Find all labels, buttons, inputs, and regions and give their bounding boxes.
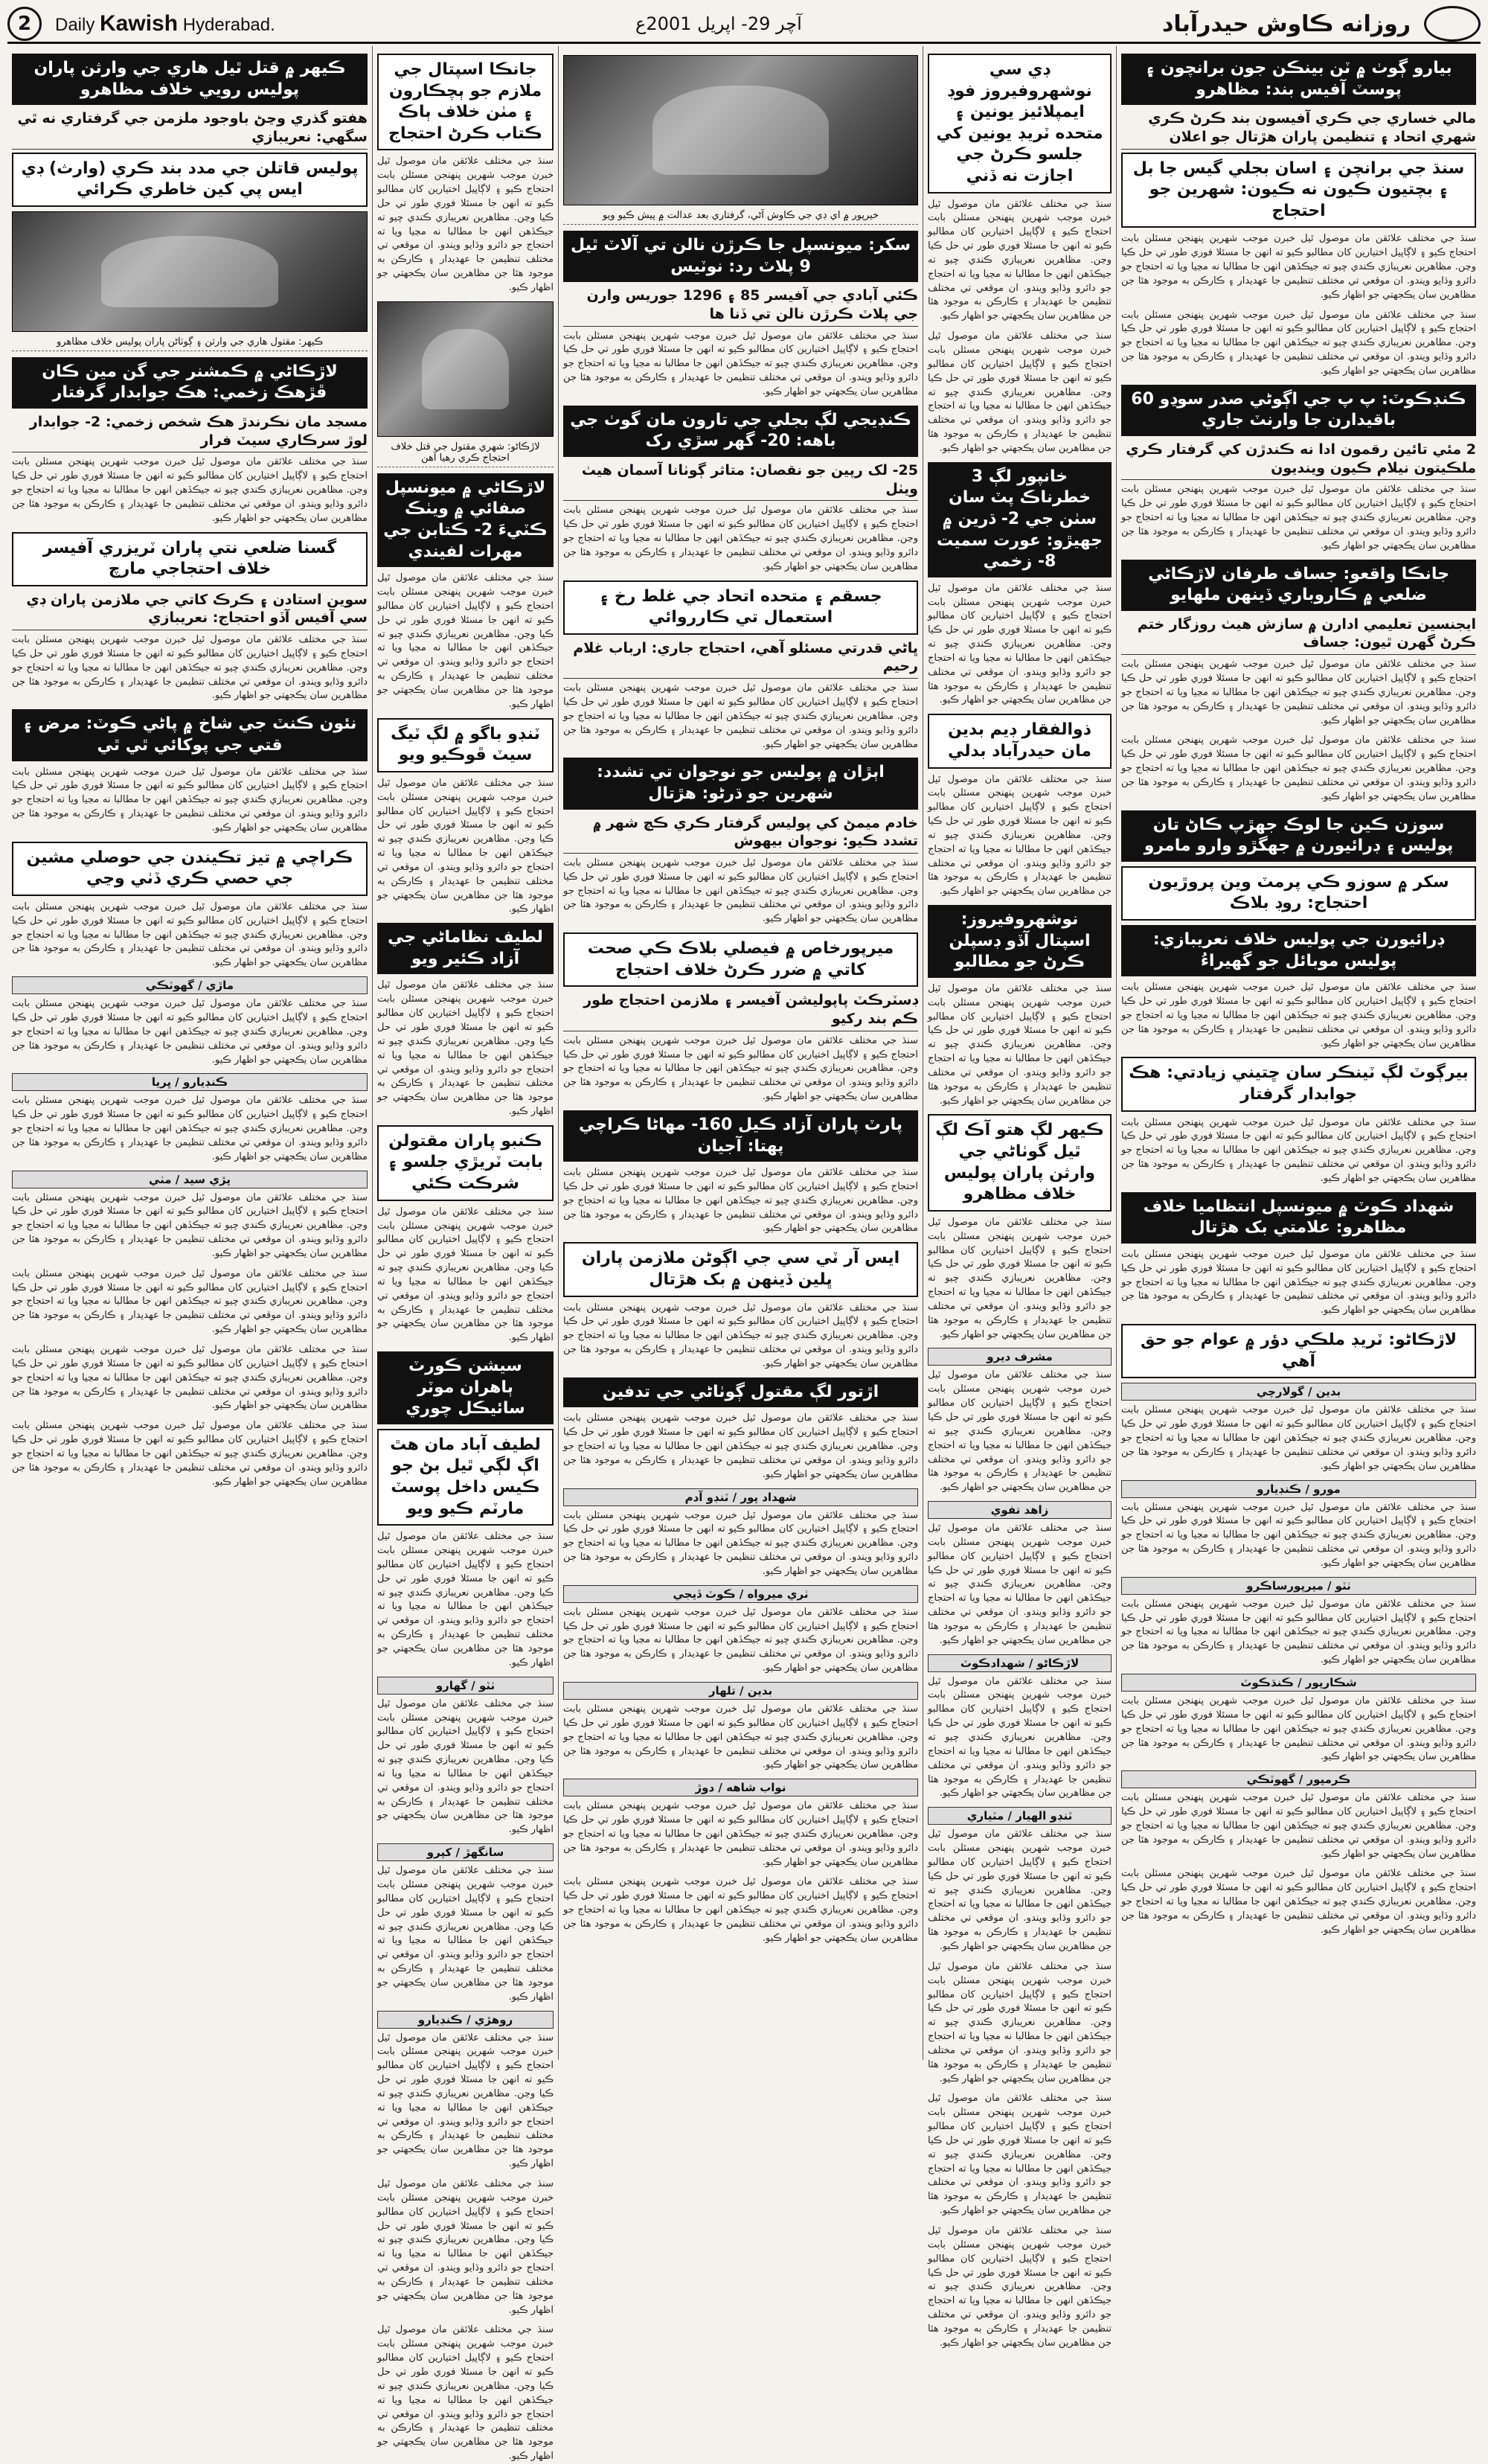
headline: لاڙڪاڻي ۾ ڪمشنر جي گن مين ڪان ڦڙهڪ زخمي: هڪ جوابدار گرفتار	[12, 357, 368, 409]
section-label: زاهد تفوي	[928, 1501, 1112, 1519]
issue-date: آچر 29- اپريل 2001ع	[635, 13, 802, 34]
headline: ڪراچي ۾ تيز تڪيندن جي حوصلي مشين جي حصي ڪري ڏٺي وڃي	[12, 842, 368, 896]
headline: اڙتور لڳ مقتول ڳوٺاڻي جي تدفين	[563, 1377, 918, 1408]
section-label: نواب شاهه / دوڙ	[563, 1779, 918, 1796]
article-text: سنڌ جي مختلف علائقن مان موصول ٿيل خبرن موجب شهرين پنهنجن مسئلن بابت احتجاج ڪيو ۽ لاڳاپيل اختيارين کان مطالبو ڪيو ته انهن جا مسئلا فوري طور تي حل ڪيا وڃن. مظاهرين نعريبازي ڪندي چيو ته جيڪڏهن انهن جا مطالبا نه مڃيا ويا ته احتجاج جو دائرو وڌايو ويندو. ان موقعي تي مختلف تنظيمن جا عهديدار ۽ ڪارڪن به موجود هئا جن مظاهرين سان يڪجهتي جو اظهار ڪيو.	[928, 1369, 1112, 1494]
article-text: سنڌ جي مختلف علائقن مان موصول ٿيل خبرن موجب شهرين پنهنجن مسئلن بابت احتجاج ڪيو ۽ لاڳاپيل اختيارين کان مطالبو ڪيو ته انهن جا مسئلا فوري طور تي حل ڪيا وڃن. مظاهرين نعريبازي ڪندي چيو ته جيڪڏهن انهن جا مطالبا نه مڃيا ويا ته احتجاج جو دائرو وڌايو ويندو. ان موقعي تي مختلف تنظيمن جا عهديدار ۽ ڪارڪن به موجود هئا جن مظاهرين سان يڪجهتي جو اظهار ڪيو.	[1121, 1695, 1476, 1763]
article-text: سنڌ جي مختلف علائقن مان موصول ٿيل خبرن موجب شهرين پنهنجن مسئلن بابت احتجاج ڪيو ۽ لاڳاپيل اختيارين کان مطالبو ڪيو ته انهن جا مسئلا فوري طور تي حل ڪيا وڃن. مظاهرين نعريبازي ڪندي چيو ته جيڪڏهن انهن جا مطالبا نه مڃيا ويا ته احتجاج جو دائرو وڌايو ويندو. ان موقعي تي مختلف تنظيمن جا عهديدار ۽ ڪارڪن به موجود هئا جن مظاهرين سان يڪجهتي جو اظهار ڪيو.	[377, 1865, 554, 2003]
article-text: سنڌ جي مختلف علائقن مان موصول ٿيل خبرن موجب شهرين پنهنجن مسئلن بابت احتجاج ڪيو ۽ لاڳاپيل اختيارين کان مطالبو ڪيو ته انهن جا مسئلا فوري طور تي حل ڪيا وڃن. مظاهرين نعريبازي ڪندي چيو ته جيڪڏهن انهن جا مطالبا نه مڃيا ويا ته احتجاج جو دائرو وڌايو ويندو. ان موقعي تي مختلف تنظيمن جا عهديدار ۽ ڪارڪن به موجود هئا جن مظاهرين سان يڪجهتي جو اظهار ڪيو.	[1121, 982, 1476, 1049]
article-text: سنڌ جي مختلف علائقن مان موصول ٿيل خبرن موجب شهرين پنهنجن مسئلن بابت احتجاج ڪيو ۽ لاڳاپيل اختيارين کان مطالبو ڪيو ته انهن جا مسئلا فوري طور تي حل ڪيا وڃن. مظاهرين نعريبازي ڪندي چيو ته جيڪڏهن انهن جا مطالبا نه مڃيا ويا ته احتجاج جو دائرو وڌايو ويندو. ان موقعي تي مختلف تنظيمن جا عهديدار ۽ ڪارڪن به موجود هئا جن مظاهرين سان يڪجهتي جو اظهار ڪيو.	[928, 1216, 1112, 1340]
headline: ايس آر ٽي سي جي اڳوڻن ملازمن پاران ڀلين ڏينهن ۾ بک هڙتال	[563, 1242, 918, 1296]
subheadline: مسجد مان نڪرندڙ هڪ شخص زخمي: 2- جوابدار لوڙ سرڪاري سيٽ فرار	[12, 413, 368, 452]
article-text: سنڌ جي مختلف علائقن مان موصول ٿيل خبرن موجب شهرين پنهنجن مسئلن بابت احتجاج ڪيو ۽ لاڳاپيل اختيارين کان مطالبو ڪيو ته انهن جا مسئلا فوري طور تي حل ڪيا وڃن. مظاهرين نعريبازي ڪندي چيو ته جيڪڏهن انهن جا مطالبا نه مڃيا ويا ته احتجاج جو دائرو وڌايو ويندو. ان موقعي تي مختلف تنظيمن جا عهديدار ۽ ڪارڪن به موجود هئا جن مظاهرين سان يڪجهتي جو اظهار ڪيو.	[928, 1960, 1112, 2084]
paper-latin-prefix: Daily	[55, 15, 95, 35]
headline: نئون ڪنٽ جي شاخ ۾ پاڻي ڪوٽ: مرض ۽ قتي جي پوکائي ٿي ٿي	[12, 709, 368, 761]
photo-caption: خيرپور ۾ اي ڊي جي ڪاوش آڻي، گرفتاري بعد عدالت ۾ پيش ڪيو ويو	[563, 210, 918, 225]
article-text: سنڌ جي مختلف علائقن مان موصول ٿيل خبرن موجب شهرين پنهنجن مسئلن بابت احتجاج ڪيو ۽ لاڳاپيل اختيارين کان مطالبو ڪيو ته انهن جا مسئلا فوري طور تي حل ڪيا وڃن. مظاهرين نعريبازي ڪندي چيو ته جيڪڏهن انهن جا مطالبا نه مڃيا ويا ته احتجاج جو دائرو وڌايو ويندو. ان موقعي تي مختلف تنظيمن جا عهديدار ۽ ڪارڪن به موجود هئا جن مظاهرين سان يڪجهتي جو اظهار ڪيو.	[12, 456, 368, 524]
headline: سيشن ڪورٽ ٻاهران موٽر سائيڪل چوري	[377, 1351, 554, 1424]
headline: اٻڙان ۾ پوليس جو نوجوان تي تشدد: شهرين جو ڌرڻو: هڙتال	[563, 758, 918, 809]
section-label: ٺري ميرواه / ڪوٽ ڏيجي	[563, 1585, 918, 1603]
page-number: 2	[7, 7, 42, 41]
article-text: سنڌ جي مختلف علائقن مان موصول ٿيل خبرن موجب شهرين پنهنجن مسئلن بابت احتجاج ڪيو ۽ لاڳاپيل اختيارين کان مطالبو ڪيو ته انهن جا مسئلا فوري طور تي حل ڪيا وڃن. مظاهرين نعريبازي ڪندي چيو ته جيڪڏهن انهن جا مطالبا نه مڃيا ويا ته احتجاج جو دائرو وڌايو ويندو. ان موقعي تي مختلف تنظيمن جا عهديدار ۽ ڪارڪن به موجود هئا جن مظاهرين سان يڪجهتي جو اظهار ڪيو.	[12, 1191, 368, 1259]
article-text: سنڌ جي مختلف علائقن مان موصول ٿيل خبرن موجب شهرين پنهنجن مسئلن بابت احتجاج ڪيو ۽ لاڳاپيل اختيارين کان مطالبو ڪيو ته انهن جا مسئلا فوري طور تي حل ڪيا وڃن. مظاهرين نعريبازي ڪندي چيو ته جيڪڏهن انهن جا مطالبا نه مڃيا ويا ته احتجاج جو دائرو وڌايو ويندو. ان موقعي تي مختلف تنظيمن جا عهديدار ۽ ڪارڪن به موجود هئا جن مظاهرين سان يڪجهتي جو اظهار ڪيو.	[928, 773, 1112, 897]
article-text: سنڌ جي مختلف علائقن مان موصول ٿيل خبرن موجب شهرين پنهنجن مسئلن بابت احتجاج ڪيو ۽ لاڳاپيل اختيارين کان مطالبو ڪيو ته انهن جا مسئلا فوري طور تي حل ڪيا وڃن. مظاهرين نعريبازي ڪندي چيو ته جيڪڏهن انهن جا مطالبا نه مڃيا ويا ته احتجاج جو دائرو وڌايو ويندو. ان موقعي تي مختلف تنظيمن جا عهديدار ۽ ڪارڪن به موجود هئا جن مظاهرين سان يڪجهتي جو اظهار ڪيو.	[563, 1167, 918, 1235]
section-label: ماڙي / گھوٽڪي	[12, 976, 368, 994]
article-text: سنڌ جي مختلف علائقن مان موصول ٿيل خبرن موجب شهرين پنهنجن مسئلن بابت احتجاج ڪيو ۽ لاڳاپيل اختيارين کان مطالبو ڪيو ته انهن جا مسئلا فوري طور تي حل ڪيا وڃن. مظاهرين نعريبازي ڪندي چيو ته جيڪڏهن انهن جا مطالبا نه مڃيا ويا ته احتجاج جو دائرو وڌايو ويندو. ان موقعي تي مختلف تنظيمن جا عهديدار ۽ ڪارڪن به موجود هئا جن مظاهرين سان يڪجهتي جو اظهار ڪيو.	[563, 505, 918, 572]
column-3	[558, 46, 923, 2060]
section-label: پڙي سيد / مٺي	[12, 1171, 368, 1188]
headline: بيرڳوٽ لڳ ٽينڪر سان ڇتيني زيادتي: هڪ جوابدار گرفتار	[1121, 1057, 1476, 1111]
photo-caption: لاڙڪاڻو: شهري مقتول جي قتل خلاف احتجاج ڪري رهيا آهن	[377, 441, 554, 467]
section-label: سانگهڙ / کپرو	[377, 1843, 554, 1861]
article-text: سنڌ جي مختلف علائقن مان موصول ٿيل خبرن موجب شهرين پنهنجن مسئلن بابت احتجاج ڪيو ۽ لاڳاپيل اختيارين کان مطالبو ڪيو ته انهن جا مسئلا فوري طور تي حل ڪيا وڃن. مظاهرين نعريبازي ڪندي چيو ته جيڪڏهن انهن جا مطالبا نه مڃيا ويا ته احتجاج جو دائرو وڌايو ويندو. ان موقعي تي مختلف تنظيمن جا عهديدار ۽ ڪارڪن به موجود هئا جن مظاهرين سان يڪجهتي جو اظهار ڪيو.	[1121, 1598, 1476, 1666]
headline: ذوالفقار ڊيم بدين مان حيدرآباد بدلي	[928, 714, 1112, 768]
article-text: سنڌ جي مختلف علائقن مان موصول ٿيل خبرن موجب شهرين پنهنجن مسئلن بابت احتجاج ڪيو ۽ لاڳاپيل اختيارين کان مطالبو ڪيو ته انهن جا مسئلا فوري طور تي حل ڪيا وڃن. مظاهرين نعريبازي ڪندي چيو ته جيڪڏهن انهن جا مطالبا نه مڃيا ويا ته احتجاج جو دائرو وڌايو ويندو. ان موقعي تي مختلف تنظيمن جا عهديدار ۽ ڪارڪن به موجود هئا جن مظاهرين سان يڪجهتي جو اظهار ڪيو.	[12, 766, 368, 833]
article-text: سنڌ جي مختلف علائقن مان موصول ٿيل خبرن موجب شهرين پنهنجن مسئلن بابت احتجاج ڪيو ۽ لاڳاپيل اختيارين کان مطالبو ڪيو ته انهن جا مسئلا فوري طور تي حل ڪيا وڃن. مظاهرين نعريبازي ڪندي چيو ته جيڪڏهن انهن جا مطالبا نه مڃيا ويا ته احتجاج جو دائرو وڌايو ويندو. ان موقعي تي مختلف تنظيمن جا عهديدار ۽ ڪارڪن به موجود هئا جن مظاهرين سان يڪجهتي جو اظهار ڪيو.	[563, 857, 918, 925]
article-text: سنڌ جي مختلف علائقن مان موصول ٿيل خبرن موجب شهرين پنهنجن مسئلن بابت احتجاج ڪيو ۽ لاڳاپيل اختيارين کان مطالبو ڪيو ته انهن جا مسئلا فوري طور تي حل ڪيا وڃن. مظاهرين نعريبازي ڪندي چيو ته جيڪڏهن انهن جا مطالبا نه مڃيا ويا ته احتجاج جو دائرو وڌايو ويندو. ان موقعي تي مختلف تنظيمن جا عهديدار ۽ ڪارڪن به موجود هئا جن مظاهرين سان يڪجهتي جو اظهار ڪيو.	[928, 330, 1112, 454]
article-text: سنڌ جي مختلف علائقن مان موصول ٿيل خبرن موجب شهرين پنهنجن مسئلن بابت احتجاج ڪيو ۽ لاڳاپيل اختيارين کان مطالبو ڪيو ته انهن جا مسئلا فوري طور تي حل ڪيا وڃن. مظاهرين نعريبازي ڪندي چيو ته جيڪڏهن انهن جا مطالبا نه مڃيا ويا ته احتجاج جو دائرو وڌايو ويندو. ان موقعي تي مختلف تنظيمن جا عهديدار ۽ ڪارڪن به موجود هئا جن مظاهرين سان يڪجهتي جو اظهار ڪيو.	[928, 1675, 1112, 1799]
headline: نوشهروفيروز: اسپتال آڏو ڊسپلن ڪرڻ جو مطالبو	[928, 905, 1112, 978]
headline: پارٽ پاران آزاد ڪيل 160- مهاڻا ڪراچي پهتا: آجيان	[563, 1110, 918, 1162]
headline: بيارو ڳوٺ ۾ ٽن بينڪن جون برانچون ۽ پوسٽ آفيس بند: مظاهرو	[1121, 54, 1476, 105]
section-label: شهداد پور / ٽنڊو آدم	[563, 1488, 918, 1506]
subheadline: ڪئي آبادي جي آفيسر 85 ۽ 1296 جوريس وارن جي پلاٽ ڪرڙن نالن تي ڏنا ها	[563, 287, 918, 326]
paper-native-title: روزانه ڪاوش حيدرآباد	[1161, 10, 1411, 37]
article-text: سنڌ جي مختلف علائقن مان موصول ٿيل خبرن موجب شهرين پنهنجن مسئلن بابت احتجاج ڪيو ۽ لاڳاپيل اختيارين کان مطالبو ڪيو ته انهن جا مسئلا فوري طور تي حل ڪيا وڃن. مظاهرين نعريبازي ڪندي چيو ته جيڪڏهن انهن جا مطالبا نه مڃيا ويا ته احتجاج جو دائرو وڌايو ويندو. ان موقعي تي مختلف تنظيمن جا عهديدار ۽ ڪارڪن به موجود هئا جن مظاهرين سان يڪجهتي جو اظهار ڪيو.	[377, 777, 554, 915]
section-label: بدين / گولارچي	[1121, 1383, 1476, 1401]
article-text: سنڌ جي مختلف علائقن مان موصول ٿيل خبرن موجب شهرين پنهنجن مسئلن بابت احتجاج ڪيو ۽ لاڳاپيل اختيارين کان مطالبو ڪيو ته انهن جا مسئلا فوري طور تي حل ڪيا وڃن. مظاهرين نعريبازي ڪندي چيو ته جيڪڏهن انهن جا مطالبا نه مڃيا ويا ته احتجاج جو دائرو وڌايو ويندو. ان موقعي تي مختلف تنظيمن جا عهديدار ۽ ڪارڪن به موجود هئا جن مظاهرين سان يڪجهتي جو اظهار ڪيو.	[12, 1344, 368, 1412]
masthead	[7, 6, 1481, 44]
headline: ڪنبو پاران مقتولن بابت ٽريڙي جلسو ۽ شرڪت ڪئي	[377, 1125, 554, 1201]
article-text: سنڌ جي مختلف علائقن مان موصول ٿيل خبرن موجب شهرين پنهنجن مسئلن بابت احتجاج ڪيو ۽ لاڳاپيل اختيارين کان مطالبو ڪيو ته انهن جا مسئلا فوري طور تي حل ڪيا وڃن. مظاهرين نعريبازي ڪندي چيو ته جيڪڏهن انهن جا مطالبا نه مڃيا ويا ته احتجاج جو دائرو وڌايو ويندو. ان موقعي تي مختلف تنظيمن جا عهديدار ۽ ڪارڪن به موجود هئا جن مظاهرين سان يڪجهتي جو اظهار ڪيو.	[12, 1267, 368, 1336]
article-text: سنڌ جي مختلف علائقن مان موصول ٿيل خبرن موجب شهرين پنهنجن مسئلن بابت احتجاج ڪيو ۽ لاڳاپيل اختيارين کان مطالبو ڪيو ته انهن جا مسئلا فوري طور تي حل ڪيا وڃن. مظاهرين نعريبازي ڪندي چيو ته جيڪڏهن انهن جا مطالبا نه مڃيا ويا ته احتجاج جو دائرو وڌايو ويندو. ان موقعي تي مختلف تنظيمن جا عهديدار ۽ ڪارڪن به موجود هئا جن مظاهرين سان يڪجهتي جو اظهار ڪيو.	[12, 900, 368, 969]
section-label: بدين / تلهار	[563, 1682, 918, 1700]
section-label: ٺٽو / گهارو	[377, 1677, 554, 1695]
headline: ڪنڊيجي لڳ بجلي جي تارون مان گوٺ جي باهه: 20- گهر سڙي رک	[563, 406, 918, 457]
column-2	[372, 46, 558, 2463]
article-text: سنڌ جي مختلف علائقن مان موصول ٿيل خبرن موجب شهرين پنهنجن مسئلن بابت احتجاج ڪيو ۽ لاڳاپيل اختيارين کان مطالبو ڪيو ته انهن جا مسئلا فوري طور تي حل ڪيا وڃن. مظاهرين نعريبازي ڪندي چيو ته جيڪڏهن انهن جا مطالبا نه مڃيا ويا ته احتجاج جو دائرو وڌايو ويندو. ان موقعي تي مختلف تنظيمن جا عهديدار ۽ ڪارڪن به موجود هئا جن مظاهرين سان يڪجهتي جو اظهار ڪيو.	[563, 1412, 918, 1480]
section-label: شڪارپور / ڪنڌڪوٽ	[1121, 1674, 1476, 1692]
article-text: سنڌ جي مختلف علائقن مان موصول ٿيل خبرن موجب شهرين پنهنجن مسئلن بابت احتجاج ڪيو ۽ لاڳاپيل اختيارين کان مطالبو ڪيو ته انهن جا مسئلا فوري طور تي حل ڪيا وڃن. مظاهرين نعريبازي ڪندي چيو ته جيڪڏهن انهن جا مطالبا نه مڃيا ويا ته احتجاج جو دائرو وڌايو ويندو. ان موقعي تي مختلف تنظيمن جا عهديدار ۽ ڪارڪن به موجود هئا جن مظاهرين سان يڪجهتي جو اظهار ڪيو.	[377, 156, 554, 293]
subheadline: سوين استادن ۽ ڪرڪ کاتي جي ملازمن پاران ڊي سي آفيس آڏو احتجاج: نعريبازي	[12, 591, 368, 630]
headline: سکر: ميونسپل جا ڪرڙن نالن تي آلاٽ ٿيل 9 پلاٽ رد: نوٽيس	[563, 231, 918, 282]
paper-latin-city: Hyderabad.	[182, 15, 275, 35]
article-text: سنڌ جي مختلف علائقن مان موصول ٿيل خبرن موجب شهرين پنهنجن مسئلن بابت احتجاج ڪيو ۽ لاڳاپيل اختيارين کان مطالبو ڪيو ته انهن جا مسئلا فوري طور تي حل ڪيا وڃن. مظاهرين نعريبازي ڪندي چيو ته جيڪڏهن انهن جا مطالبا نه مڃيا ويا ته احتجاج جو دائرو وڌايو ويندو. ان موقعي تي مختلف تنظيمن جا عهديدار ۽ ڪارڪن به موجود هئا جن مظاهرين سان يڪجهتي جو اظهار ڪيو.	[12, 634, 368, 702]
subheadline: 2 مئي تائين رقمون ادا نه ڪندڙن کي گرفتار ڪري ملڪيتون نيلام ڪيون وينديون	[1121, 441, 1476, 480]
article-text: سنڌ جي مختلف علائقن مان موصول ٿيل خبرن موجب شهرين پنهنجن مسئلن بابت احتجاج ڪيو ۽ لاڳاپيل اختيارين کان مطالبو ڪيو ته انهن جا مسئلا فوري طور تي حل ڪيا وڃن. مظاهرين نعريبازي ڪندي چيو ته جيڪڏهن انهن جا مطالبا نه مڃيا ويا ته احتجاج جو دائرو وڌايو ويندو. ان موقعي تي مختلف تنظيمن جا عهديدار ۽ ڪارڪن به موجود هئا جن مظاهرين سان يڪجهتي جو اظهار ڪيو.	[377, 572, 554, 710]
headline: پوليس قاتلن جي مدد بند ڪري (وارث) ڊي ايس پي کين خاطري ڪرائي	[12, 153, 368, 207]
article-text: سنڌ جي مختلف علائقن مان موصول ٿيل خبرن موجب شهرين پنهنجن مسئلن بابت احتجاج ڪيو ۽ لاڳاپيل اختيارين کان مطالبو ڪيو ته انهن جا مسئلا فوري طور تي حل ڪيا وڃن. مظاهرين نعريبازي ڪندي چيو ته جيڪڏهن انهن جا مطالبا نه مڃيا ويا ته احتجاج جو دائرو وڌايو ويندو. ان موقعي تي مختلف تنظيمن جا عهديدار ۽ ڪارڪن به موجود هئا جن مظاهرين سان يڪجهتي جو اظهار ڪيو.	[928, 2225, 1112, 2349]
headline: جانڪا اسپتال جي ملازم جو ٻچڪارون ۽ مٺن خلاف ٻاڪ ڪتاب ڪرڻ احتجاج	[377, 54, 554, 150]
article-text: سنڌ جي مختلف علائقن مان موصول ٿيل خبرن موجب شهرين پنهنجن مسئلن بابت احتجاج ڪيو ۽ لاڳاپيل اختيارين کان مطالبو ڪيو ته انهن جا مسئلا فوري طور تي حل ڪيا وڃن. مظاهرين نعريبازي ڪندي چيو ته جيڪڏهن انهن جا مطالبا نه مڃيا ويا ته احتجاج جو دائرو وڌايو ويندو. ان موقعي تي مختلف تنظيمن جا عهديدار ۽ ڪارڪن به موجود هئا جن مظاهرين سان يڪجهتي جو اظهار ڪيو.	[563, 330, 918, 397]
article-text: سنڌ جي مختلف علائقن مان موصول ٿيل خبرن موجب شهرين پنهنجن مسئلن بابت احتجاج ڪيو ۽ لاڳاپيل اختيارين کان مطالبو ڪيو ته انهن جا مسئلا فوري طور تي حل ڪيا وڃن. مظاهرين نعريبازي ڪندي چيو ته جيڪڏهن انهن جا مطالبا نه مڃيا ويا ته احتجاج جو دائرو وڌايو ويندو. ان موقعي تي مختلف تنظيمن جا عهديدار ۽ ڪارڪن به موجود هئا جن مظاهرين سان يڪجهتي جو اظهار ڪيو.	[377, 979, 554, 1118]
article-text: سنڌ جي مختلف علائقن مان موصول ٿيل خبرن موجب شهرين پنهنجن مسئلن بابت احتجاج ڪيو ۽ لاڳاپيل اختيارين کان مطالبو ڪيو ته انهن جا مسئلا فوري طور تي حل ڪيا وڃن. مظاهرين نعريبازي ڪندي چيو ته جيڪڏهن انهن جا مطالبا نه مڃيا ويا ته احتجاج جو دائرو وڌايو ويندو. ان موقعي تي مختلف تنظيمن جا عهديدار ۽ ڪارڪن به موجود هئا جن مظاهرين سان يڪجهتي جو اظهار ڪيو.	[12, 1095, 368, 1162]
headline: ميرپورخاص ۾ فيصلي بلاڪ ڪي صحت کاتي ۾ ضرر ڪرڻ خلاف احتجاج	[563, 932, 918, 987]
news-photo	[563, 55, 918, 205]
article-text: سنڌ جي مختلف علائقن مان موصول ٿيل خبرن موجب شهرين پنهنجن مسئلن بابت احتجاج ڪيو ۽ لاڳاپيل اختيارين کان مطالبو ڪيو ته انهن جا مسئلا فوري طور تي حل ڪيا وڃن. مظاهرين نعريبازي ڪندي چيو ته جيڪڏهن انهن جا مطالبا نه مڃيا ويا ته احتجاج جو دائرو وڌايو ويندو. ان موقعي تي مختلف تنظيمن جا عهديدار ۽ ڪارڪن به موجود هئا جن مظاهرين سان يڪجهتي جو اظهار ڪيو.	[563, 1800, 918, 1868]
section-label: مشرف ديرو	[928, 1348, 1112, 1366]
headline: سوزن ڪين جا لوڪ جهڙپ ڪاڻ تان پوليس ۽ ڊرائيورن ۾ جهگڙو وارو مامرو	[1121, 810, 1476, 862]
article-text: سنڌ جي مختلف علائقن مان موصول ٿيل خبرن موجب شهرين پنهنجن مسئلن بابت احتجاج ڪيو ۽ لاڳاپيل اختيارين کان مطالبو ڪيو ته انهن جا مسئلا فوري طور تي حل ڪيا وڃن. مظاهرين نعريبازي ڪندي چيو ته جيڪڏهن انهن جا مطالبا نه مڃيا ويا ته احتجاج جو دائرو وڌايو ويندو. ان موقعي تي مختلف تنظيمن جا عهديدار ۽ ڪارڪن به موجود هئا جن مظاهرين سان يڪجهتي جو اظهار ڪيو.	[928, 2093, 1112, 2217]
masthead-right	[1162, 6, 1481, 42]
article-text: سنڌ جي مختلف علائقن مان موصول ٿيل خبرن موجب شهرين پنهنجن مسئلن بابت احتجاج ڪيو ۽ لاڳاپيل اختيارين کان مطالبو ڪيو ته انهن جا مسئلا فوري طور تي حل ڪيا وڃن. مظاهرين نعريبازي ڪندي چيو ته جيڪڏهن انهن جا مطالبا نه مڃيا ويا ته احتجاج جو دائرو وڌايو ويندو. ان موقعي تي مختلف تنظيمن جا عهديدار ۽ ڪارڪن به موجود هئا جن مظاهرين سان يڪجهتي جو اظهار ڪيو.	[1121, 1248, 1476, 1316]
masthead-left	[7, 7, 275, 41]
article-text: سنڌ جي مختلف علائقن مان موصول ٿيل خبرن موجب شهرين پنهنجن مسئلن بابت احتجاج ڪيو ۽ لاڳاپيل اختيارين کان مطالبو ڪيو ته انهن جا مسئلا فوري طور تي حل ڪيا وڃن. مظاهرين نعريبازي ڪندي چيو ته جيڪڏهن انهن جا مطالبا نه مڃيا ويا ته احتجاج جو دائرو وڌايو ويندو. ان موقعي تي مختلف تنظيمن جا عهديدار ۽ ڪارڪن به موجود هئا جن مظاهرين سان يڪجهتي جو اظهار ڪيو.	[1121, 659, 1476, 726]
subheadline: هفتو گذري وڃڻ باوجود ملزمن جي گرفتاري نه ٿي سگهي: نعريبازي	[12, 109, 368, 149]
headline: ڪيهر ۾ قتل ٿيل هاري جي وارثن پاران پوليس رويي خلاف مظاهرو	[12, 54, 368, 105]
paper-latin-name: Kawish	[100, 11, 179, 36]
headline: جسقم ۽ متحده اتحاد جي غلط رخ ۽ استعمال تي ڪارروائي	[563, 580, 918, 635]
article-text: سنڌ جي مختلف علائقن مان موصول ٿيل خبرن موجب شهرين پنهنجن مسئلن بابت احتجاج ڪيو ۽ لاڳاپيل اختيارين کان مطالبو ڪيو ته انهن جا مسئلا فوري طور تي حل ڪيا وڃن. مظاهرين نعريبازي ڪندي چيو ته جيڪڏهن انهن جا مطالبا نه مڃيا ويا ته احتجاج جو دائرو وڌايو ويندو. ان موقعي تي مختلف تنظيمن جا عهديدار ۽ ڪارڪن به موجود هئا جن مظاهرين سان يڪجهتي جو اظهار ڪيو.	[563, 1876, 918, 1944]
article-text: سنڌ جي مختلف علائقن مان موصول ٿيل خبرن موجب شهرين پنهنجن مسئلن بابت احتجاج ڪيو ۽ لاڳاپيل اختيارين کان مطالبو ڪيو ته انهن جا مسئلا فوري طور تي حل ڪيا وڃن. مظاهرين نعريبازي ڪندي چيو ته جيڪڏهن انهن جا مطالبا نه مڃيا ويا ته احتجاج جو دائرو وڌايو ويندو. ان موقعي تي مختلف تنظيمن جا عهديدار ۽ ڪارڪن به موجود هئا جن مظاهرين سان يڪجهتي جو اظهار ڪيو.	[377, 2324, 554, 2463]
column-5	[1116, 46, 1481, 2060]
headline: گسنا ضلعي نتي پاران ٽريزري آفيسر خلاف احتجاجي مارچ	[12, 532, 368, 586]
subheadline: 25- لک رپين جو نقصان: متاثر ڳوٺانا آسمان هيٺ ويٺل	[563, 461, 918, 501]
headline: سنڌ جي برانچن ۽ اسان بجلي گيس جا بل ۽ بچتيون ڪيون نه ڪيون: شهرين جو احتجاج	[1121, 153, 1476, 228]
headline: لاڙڪاڻو: ٽريڊ ملڪي دؤر ۾ عوام جو حق آهي	[1121, 1324, 1476, 1378]
section-label: ٺٽو / ميرپورساڪرو	[1121, 1577, 1476, 1595]
headline: ڊي سي نوشهروفيروز فوڊ ايمپلائيز يونين ۽ متحده ٽريڊ يونين کي جلسو ڪرڻ جي اجازت نه ڏني	[928, 54, 1112, 193]
headline: ڪيهر لڳ هتو آڪ لڳ ٿيل گوٺاڻي جي وارثن پاران پوليس خلاف مظاهرو	[928, 1114, 1112, 1211]
article-text: سنڌ جي مختلف علائقن مان موصول ٿيل خبرن موجب شهرين پنهنجن مسئلن بابت احتجاج ڪيو ۽ لاڳاپيل اختيارين کان مطالبو ڪيو ته انهن جا مسئلا فوري طور تي حل ڪيا وڃن. مظاهرين نعريبازي ڪندي چيو ته جيڪڏهن انهن جا مطالبا نه مڃيا ويا ته احتجاج جو دائرو وڌايو ويندو. ان موقعي تي مختلف تنظيمن جا عهديدار ۽ ڪارڪن به موجود هئا جن مظاهرين سان يڪجهتي جو اظهار ڪيو.	[563, 1606, 918, 1674]
subheadline: ڀاڻي قدرتي مسئلو آهي، احتجاج جاري: ارباب غلام رحيم	[563, 639, 918, 679]
headline: سکر ۾ سوزو ڪي پرمٽ وين پروڙيون احتجاج: روڊ بلاڪ	[1121, 866, 1476, 921]
news-photo	[12, 211, 368, 332]
photo-caption: ڪيهر: مقتول هاري جي وارثن ۽ ڳوٺاڻن پاران پوليس خلاف مظاهرو	[12, 336, 368, 351]
headline: شهداد ڪوٽ ۾ ميونسپل انتظاميا خلاف مظاهرو: علامتي بک هڙتال	[1121, 1192, 1476, 1244]
subheadline: خادم ميمڻ کي پوليس گرفتار ڪري ڪچ شهر ۾ تشدد ڪيو: نوجوان بيهوش	[563, 814, 918, 854]
article-text: سنڌ جي مختلف علائقن مان موصول ٿيل خبرن موجب شهرين پنهنجن مسئلن بابت احتجاج ڪيو ۽ لاڳاپيل اختيارين کان مطالبو ڪيو ته انهن جا مسئلا فوري طور تي حل ڪيا وڃن. مظاهرين نعريبازي ڪندي چيو ته جيڪڏهن انهن جا مطالبا نه مڃيا ويا ته احتجاج جو دائرو وڌايو ويندو. ان موقعي تي مختلف تنظيمن جا عهديدار ۽ ڪارڪن به موجود هئا جن مظاهرين سان يڪجهتي جو اظهار ڪيو.	[928, 198, 1112, 322]
headline: جانڪا واقعو: جساف طرفان لاڙڪاڻي ضلعي ۾ ڪاروباري ڏينهن ملهايو	[1121, 560, 1476, 611]
paper-latin-title	[55, 11, 275, 36]
article-text: سنڌ جي مختلف علائقن مان موصول ٿيل خبرن موجب شهرين پنهنجن مسئلن بابت احتجاج ڪيو ۽ لاڳاپيل اختيارين کان مطالبو ڪيو ته انهن جا مسئلا فوري طور تي حل ڪيا وڃن. مظاهرين نعريبازي ڪندي چيو ته جيڪڏهن انهن جا مطالبا نه مڃيا ويا ته احتجاج جو دائرو وڌايو ويندو. ان موقعي تي مختلف تنظيمن جا عهديدار ۽ ڪارڪن به موجود هئا جن مظاهرين سان يڪجهتي جو اظهار ڪيو.	[1121, 1501, 1476, 1569]
article-text: سنڌ جي مختلف علائقن مان موصول ٿيل خبرن موجب شهرين پنهنجن مسئلن بابت احتجاج ڪيو ۽ لاڳاپيل اختيارين کان مطالبو ڪيو ته انهن جا مسئلا فوري طور تي حل ڪيا وڃن. مظاهرين نعريبازي ڪندي چيو ته جيڪڏهن انهن جا مطالبا نه مڃيا ويا ته احتجاج جو دائرو وڌايو ويندو. ان موقعي تي مختلف تنظيمن جا عهديدار ۽ ڪارڪن به موجود هئا جن مظاهرين سان يڪجهتي جو اظهار ڪيو.	[377, 2032, 554, 2170]
column-1	[7, 46, 372, 2060]
subheadline: ڊسٽرڪٽ پاپوليشن آفيسر ۽ ملازمن احتجاج طور ڪم بند رکيو	[563, 991, 918, 1031]
article-text: سنڌ جي مختلف علائقن مان موصول ٿيل خبرن موجب شهرين پنهنجن مسئلن بابت احتجاج ڪيو ۽ لاڳاپيل اختيارين کان مطالبو ڪيو ته انهن جا مسئلا فوري طور تي حل ڪيا وڃن. مظاهرين نعريبازي ڪندي چيو ته جيڪڏهن انهن جا مطالبا نه مڃيا ويا ته احتجاج جو دائرو وڌايو ويندو. ان موقعي تي مختلف تنظيمن جا عهديدار ۽ ڪارڪن به موجود هئا جن مظاهرين سان يڪجهتي جو اظهار ڪيو.	[563, 1034, 918, 1103]
article-text: سنڌ جي مختلف علائقن مان موصول ٿيل خبرن موجب شهرين پنهنجن مسئلن بابت احتجاج ڪيو ۽ لاڳاپيل اختيارين کان مطالبو ڪيو ته انهن جا مسئلا فوري طور تي حل ڪيا وڃن. مظاهرين نعريبازي ڪندي چيو ته جيڪڏهن انهن جا مطالبا نه مڃيا ويا ته احتجاج جو دائرو وڌايو ويندو. ان موقعي تي مختلف تنظيمن جا عهديدار ۽ ڪارڪن به موجود هئا جن مظاهرين سان يڪجهتي جو اظهار ڪيو.	[377, 2178, 554, 2316]
section-label: مورو / ڪنڊيارو	[1121, 1480, 1476, 1498]
section-label: لاڙڪاڻو / شهدادڪوٽ	[928, 1654, 1112, 1672]
article-text: سنڌ جي مختلف علائقن مان موصول ٿيل خبرن موجب شهرين پنهنجن مسئلن بابت احتجاج ڪيو ۽ لاڳاپيل اختيارين کان مطالبو ڪيو ته انهن جا مسئلا فوري طور تي حل ڪيا وڃن. مظاهرين نعريبازي ڪندي چيو ته جيڪڏهن انهن جا مطالبا نه مڃيا ويا ته احتجاج جو دائرو وڌايو ويندو. ان موقعي تي مختلف تنظيمن جا عهديدار ۽ ڪارڪن به موجود هئا جن مظاهرين سان يڪجهتي جو اظهار ڪيو.	[1121, 309, 1476, 377]
headline: ڪنڊڪوٽ: پ پ جي اڳوڻي صدر سوڍو 60 باقيدارن جا وارنٽ جاري	[1121, 385, 1476, 436]
headline: خانپور لڳ 3 خطرناڪ پٽ سان سٺن جي 2- ڌرين ۾ جهيڙو: عورت سميت 8- زخمي	[928, 462, 1112, 577]
headline: لاڙڪاڻي ۾ ميونسپل صفائي ۾ ويٺڪ ڪٽيءَ 2- ڪتابن جي مهرات لفيندي	[377, 473, 554, 567]
article-text: سنڌ جي مختلف علائقن مان موصول ٿيل خبرن موجب شهرين پنهنجن مسئلن بابت احتجاج ڪيو ۽ لاڳاپيل اختيارين کان مطالبو ڪيو ته انهن جا مسئلا فوري طور تي حل ڪيا وڃن. مظاهرين نعريبازي ڪندي چيو ته جيڪڏهن انهن جا مطالبا نه مڃيا ويا ته احتجاج جو دائرو وڌايو ويندو. ان موقعي تي مختلف تنظيمن جا عهديدار ۽ ڪارڪن به موجود هئا جن مظاهرين سان يڪجهتي جو اظهار ڪيو.	[1121, 1404, 1476, 1472]
article-text: سنڌ جي مختلف علائقن مان موصول ٿيل خبرن موجب شهرين پنهنجن مسئلن بابت احتجاج ڪيو ۽ لاڳاپيل اختيارين کان مطالبو ڪيو ته انهن جا مسئلا فوري طور تي حل ڪيا وڃن. مظاهرين نعريبازي ڪندي چيو ته جيڪڏهن انهن جا مطالبا نه مڃيا ويا ته احتجاج جو دائرو وڌايو ويندو. ان موقعي تي مختلف تنظيمن جا عهديدار ۽ ڪارڪن به موجود هئا جن مظاهرين سان يڪجهتي جو اظهار ڪيو.	[1121, 484, 1476, 551]
article-text: سنڌ جي مختلف علائقن مان موصول ٿيل خبرن موجب شهرين پنهنجن مسئلن بابت احتجاج ڪيو ۽ لاڳاپيل اختيارين کان مطالبو ڪيو ته انهن جا مسئلا فوري طور تي حل ڪيا وڃن. مظاهرين نعريبازي ڪندي چيو ته جيڪڏهن انهن جا مطالبا نه مڃيا ويا ته احتجاج جو دائرو وڌايو ويندو. ان موقعي تي مختلف تنظيمن جا عهديدار ۽ ڪارڪن به موجود هئا جن مظاهرين سان يڪجهتي جو اظهار ڪيو.	[563, 682, 918, 750]
article-text: سنڌ جي مختلف علائقن مان موصول ٿيل خبرن موجب شهرين پنهنجن مسئلن بابت احتجاج ڪيو ۽ لاڳاپيل اختيارين کان مطالبو ڪيو ته انهن جا مسئلا فوري طور تي حل ڪيا وڃن. مظاهرين نعريبازي ڪندي چيو ته جيڪڏهن انهن جا مطالبا نه مڃيا ويا ته احتجاج جو دائرو وڌايو ويندو. ان موقعي تي مختلف تنظيمن جا عهديدار ۽ ڪارڪن به موجود هئا جن مظاهرين سان يڪجهتي جو اظهار ڪيو.	[928, 582, 1112, 706]
column-4	[923, 46, 1116, 2349]
section-label: ٽنڊو الهيار / مٽياري	[928, 1807, 1112, 1825]
headline: ٽنڊو باگو ۾ لڳ ٽيگ سيٽ ڦوڪيو ويو	[377, 718, 554, 772]
section-label: روهڙي / ڪنڊيارو	[377, 2011, 554, 2029]
article-text: سنڌ جي مختلف علائقن مان موصول ٿيل خبرن موجب شهرين پنهنجن مسئلن بابت احتجاج ڪيو ۽ لاڳاپيل اختيارين کان مطالبو ڪيو ته انهن جا مسئلا فوري طور تي حل ڪيا وڃن. مظاهرين نعريبازي ڪندي چيو ته جيڪڏهن انهن جا مطالبا نه مڃيا ويا ته احتجاج جو دائرو وڌايو ويندو. ان موقعي تي مختلف تنظيمن جا عهديدار ۽ ڪارڪن به موجود هئا جن مظاهرين سان يڪجهتي جو اظهار ڪيو.	[563, 1302, 918, 1369]
news-photo	[377, 301, 554, 437]
article-text: سنڌ جي مختلف علائقن مان موصول ٿيل خبرن موجب شهرين پنهنجن مسئلن بابت احتجاج ڪيو ۽ لاڳاپيل اختيارين کان مطالبو ڪيو ته انهن جا مسئلا فوري طور تي حل ڪيا وڃن. مظاهرين نعريبازي ڪندي چيو ته جيڪڏهن انهن جا مطالبا نه مڃيا ويا ته احتجاج جو دائرو وڌايو ويندو. ان موقعي تي مختلف تنظيمن جا عهديدار ۽ ڪارڪن به موجود هئا جن مظاهرين سان يڪجهتي جو اظهار ڪيو.	[377, 1206, 554, 1344]
article-text: سنڌ جي مختلف علائقن مان موصول ٿيل خبرن موجب شهرين پنهنجن مسئلن بابت احتجاج ڪيو ۽ لاڳاپيل اختيارين کان مطالبو ڪيو ته انهن جا مسئلا فوري طور تي حل ڪيا وڃن. مظاهرين نعريبازي ڪندي چيو ته جيڪڏهن انهن جا مطالبا نه مڃيا ويا ته احتجاج جو دائرو وڌايو ويندو. ان موقعي تي مختلف تنظيمن جا عهديدار ۽ ڪارڪن به موجود هئا جن مظاهرين سان يڪجهتي جو اظهار ڪيو.	[377, 1697, 554, 1836]
article-text: سنڌ جي مختلف علائقن مان موصول ٿيل خبرن موجب شهرين پنهنجن مسئلن بابت احتجاج ڪيو ۽ لاڳاپيل اختيارين کان مطالبو ڪيو ته انهن جا مسئلا فوري طور تي حل ڪيا وڃن. مظاهرين نعريبازي ڪندي چيو ته جيڪڏهن انهن جا مطالبا نه مڃيا ويا ته احتجاج جو دائرو وڌايو ويندو. ان موقعي تي مختلف تنظيمن جا عهديدار ۽ ڪارڪن به موجود هئا جن مظاهرين سان يڪجهتي جو اظهار ڪيو.	[1121, 1116, 1476, 1184]
article-text: سنڌ جي مختلف علائقن مان موصول ٿيل خبرن موجب شهرين پنهنجن مسئلن بابت احتجاج ڪيو ۽ لاڳاپيل اختيارين کان مطالبو ڪيو ته انهن جا مسئلا فوري طور تي حل ڪيا وڃن. مظاهرين نعريبازي ڪندي چيو ته جيڪڏهن انهن جا مطالبا نه مڃيا ويا ته احتجاج جو دائرو وڌايو ويندو. ان موقعي تي مختلف تنظيمن جا عهديدار ۽ ڪارڪن به موجود هئا جن مظاهرين سان يڪجهتي جو اظهار ڪيو.	[12, 998, 368, 1066]
subheadline: ايجنسين تعليمي ادارن ۾ سازش هيٺ روزگار ختم ڪرڻ گهرن ٿيون: جساف	[1121, 615, 1476, 655]
article-text: سنڌ جي مختلف علائقن مان موصول ٿيل خبرن موجب شهرين پنهنجن مسئلن بابت احتجاج ڪيو ۽ لاڳاپيل اختيارين کان مطالبو ڪيو ته انهن جا مسئلا فوري طور تي حل ڪيا وڃن. مظاهرين نعريبازي ڪندي چيو ته جيڪڏهن انهن جا مطالبا نه مڃيا ويا ته احتجاج جو دائرو وڌايو ويندو. ان موقعي تي مختلف تنظيمن جا عهديدار ۽ ڪارڪن به موجود هئا جن مظاهرين سان يڪجهتي جو اظهار ڪيو.	[563, 1509, 918, 1577]
article-text: سنڌ جي مختلف علائقن مان موصول ٿيل خبرن موجب شهرين پنهنجن مسئلن بابت احتجاج ڪيو ۽ لاڳاپيل اختيارين کان مطالبو ڪيو ته انهن جا مسئلا فوري طور تي حل ڪيا وڃن. مظاهرين نعريبازي ڪندي چيو ته جيڪڏهن انهن جا مطالبا نه مڃيا ويا ته احتجاج جو دائرو وڌايو ويندو. ان موقعي تي مختلف تنظيمن جا عهديدار ۽ ڪارڪن به موجود هئا جن مظاهرين سان يڪجهتي جو اظهار ڪيو.	[928, 1828, 1112, 1952]
article-text: سنڌ جي مختلف علائقن مان موصول ٿيل خبرن موجب شهرين پنهنجن مسئلن بابت احتجاج ڪيو ۽ لاڳاپيل اختيارين کان مطالبو ڪيو ته انهن جا مسئلا فوري طور تي حل ڪيا وڃن. مظاهرين نعريبازي ڪندي چيو ته جيڪڏهن انهن جا مطالبا نه مڃيا ويا ته احتجاج جو دائرو وڌايو ويندو. ان موقعي تي مختلف تنظيمن جا عهديدار ۽ ڪارڪن به موجود هئا جن مظاهرين سان يڪجهتي جو اظهار ڪيو.	[563, 1703, 918, 1771]
section-label: ڪنڊيارو / ڀريا	[12, 1073, 368, 1091]
article-text: سنڌ جي مختلف علائقن مان موصول ٿيل خبرن موجب شهرين پنهنجن مسئلن بابت احتجاج ڪيو ۽ لاڳاپيل اختيارين کان مطالبو ڪيو ته انهن جا مسئلا فوري طور تي حل ڪيا وڃن. مظاهرين نعريبازي ڪندي چيو ته جيڪڏهن انهن جا مطالبا نه مڃيا ويا ته احتجاج جو دائرو وڌايو ويندو. ان موقعي تي مختلف تنظيمن جا عهديدار ۽ ڪارڪن به موجود هئا جن مظاهرين سان يڪجهتي جو اظهار ڪيو.	[1121, 1868, 1476, 1936]
headline: لطيف آباد مان هٿ اڳ لڳي ٿيل بڻ جو ڪيس داخل پوسٽ مارٽم ڪيو ويو	[377, 1429, 554, 1526]
article-text: سنڌ جي مختلف علائقن مان موصول ٿيل خبرن موجب شهرين پنهنجن مسئلن بابت احتجاج ڪيو ۽ لاڳاپيل اختيارين کان مطالبو ڪيو ته انهن جا مسئلا فوري طور تي حل ڪيا وڃن. مظاهرين نعريبازي ڪندي چيو ته جيڪڏهن انهن جا مطالبا نه مڃيا ويا ته احتجاج جو دائرو وڌايو ويندو. ان موقعي تي مختلف تنظيمن جا عهديدار ۽ ڪارڪن به موجود هئا جن مظاهرين سان يڪجهتي جو اظهار ڪيو.	[1121, 1792, 1476, 1860]
headline: ڊرائيورن جي پوليس خلاف نعريبازي: پوليس موبائل جو گهيراءُ	[1121, 925, 1476, 976]
subheadline: مالي خساري جي ڪري آفيسون بند ڪرڻ ڪري شهري اتحاد ۽ تنظيمن پاران هڙتال جو اعلان	[1121, 109, 1476, 149]
article-text: سنڌ جي مختلف علائقن مان موصول ٿيل خبرن موجب شهرين پنهنجن مسئلن بابت احتجاج ڪيو ۽ لاڳاپيل اختيارين کان مطالبو ڪيو ته انهن جا مسئلا فوري طور تي حل ڪيا وڃن. مظاهرين نعريبازي ڪندي چيو ته جيڪڏهن انهن جا مطالبا نه مڃيا ويا ته احتجاج جو دائرو وڌايو ويندو. ان موقعي تي مختلف تنظيمن جا عهديدار ۽ ڪارڪن به موجود هئا جن مظاهرين سان يڪجهتي جو اظهار ڪيو.	[1121, 233, 1476, 301]
logo-oval-icon	[1424, 6, 1481, 42]
article-text: سنڌ جي مختلف علائقن مان موصول ٿيل خبرن موجب شهرين پنهنجن مسئلن بابت احتجاج ڪيو ۽ لاڳاپيل اختيارين کان مطالبو ڪيو ته انهن جا مسئلا فوري طور تي حل ڪيا وڃن. مظاهرين نعريبازي ڪندي چيو ته جيڪڏهن انهن جا مطالبا نه مڃيا ويا ته احتجاج جو دائرو وڌايو ويندو. ان موقعي تي مختلف تنظيمن جا عهديدار ۽ ڪارڪن به موجود هئا جن مظاهرين سان يڪجهتي جو اظهار ڪيو.	[928, 982, 1112, 1107]
section-label: ڪرمپور / گھوٽڪي	[1121, 1770, 1476, 1788]
article-text: سنڌ جي مختلف علائقن مان موصول ٿيل خبرن موجب شهرين پنهنجن مسئلن بابت احتجاج ڪيو ۽ لاڳاپيل اختيارين کان مطالبو ڪيو ته انهن جا مسئلا فوري طور تي حل ڪيا وڃن. مظاهرين نعريبازي ڪندي چيو ته جيڪڏهن انهن جا مطالبا نه مڃيا ويا ته احتجاج جو دائرو وڌايو ويندو. ان موقعي تي مختلف تنظيمن جا عهديدار ۽ ڪارڪن به موجود هئا جن مظاهرين سان يڪجهتي جو اظهار ڪيو.	[928, 1523, 1112, 1646]
article-text: سنڌ جي مختلف علائقن مان موصول ٿيل خبرن موجب شهرين پنهنجن مسئلن بابت احتجاج ڪيو ۽ لاڳاپيل اختيارين کان مطالبو ڪيو ته انهن جا مسئلا فوري طور تي حل ڪيا وڃن. مظاهرين نعريبازي ڪندي چيو ته جيڪڏهن انهن جا مطالبا نه مڃيا ويا ته احتجاج جو دائرو وڌايو ويندو. ان موقعي تي مختلف تنظيمن جا عهديدار ۽ ڪارڪن به موجود هئا جن مظاهرين سان يڪجهتي جو اظهار ڪيو.	[1121, 735, 1476, 802]
article-text: سنڌ جي مختلف علائقن مان موصول ٿيل خبرن موجب شهرين پنهنجن مسئلن بابت احتجاج ڪيو ۽ لاڳاپيل اختيارين کان مطالبو ڪيو ته انهن جا مسئلا فوري طور تي حل ڪيا وڃن. مظاهرين نعريبازي ڪندي چيو ته جيڪڏهن انهن جا مطالبا نه مڃيا ويا ته احتجاج جو دائرو وڌايو ويندو. ان موقعي تي مختلف تنظيمن جا عهديدار ۽ ڪارڪن به موجود هئا جن مظاهرين سان يڪجهتي جو اظهار ڪيو.	[377, 1531, 554, 1668]
headline: لطيف نظاماڻي جي آزاد ڪئير ويو	[377, 923, 554, 974]
article-text: سنڌ جي مختلف علائقن مان موصول ٿيل خبرن موجب شهرين پنهنجن مسئلن بابت احتجاج ڪيو ۽ لاڳاپيل اختيارين کان مطالبو ڪيو ته انهن جا مسئلا فوري طور تي حل ڪيا وڃن. مظاهرين نعريبازي ڪندي چيو ته جيڪڏهن انهن جا مطالبا نه مڃيا ويا ته احتجاج جو دائرو وڌايو ويندو. ان موقعي تي مختلف تنظيمن جا عهديدار ۽ ڪارڪن به موجود هئا جن مظاهرين سان يڪجهتي جو اظهار ڪيو.	[12, 1420, 368, 1488]
